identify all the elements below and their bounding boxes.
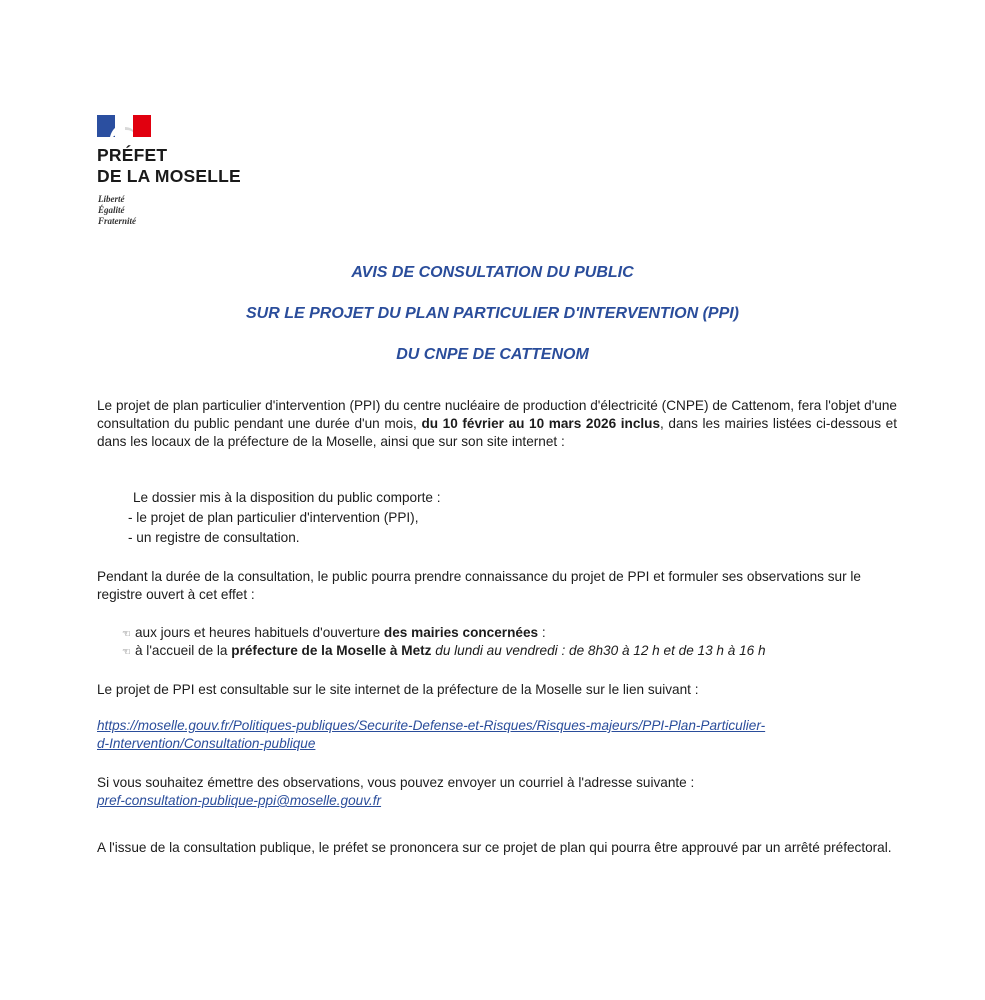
marianne-flag-logo <box>97 115 151 137</box>
motto-liberte: Liberté <box>98 194 125 204</box>
dossier-item-ppi: - le projet de plan particulier d'intervention (PPI), <box>128 510 419 525</box>
ppi-url-line2[interactable]: d-Intervention/Consultation-publique <box>97 736 316 751</box>
org-name-line1: PRÉFET <box>97 145 168 165</box>
bullet-prefecture <box>122 642 766 662</box>
email-paragraph: Si vous souhaitez émettre des observations, vous pouvez envoyer un courriel à l'adresse suivante : <box>97 775 695 790</box>
bullet-mairies <box>122 624 546 644</box>
bullet-prefecture-text: à l'accueil de la <box>134 643 232 658</box>
bullet-prefecture-hours: du lundi au vendredi : de 8h30 à 12 h et de 13 h à 16 h <box>431 643 766 658</box>
intro-text-start: Le projet de plan particulier d'intervention (PPI) du centre nucléaire de production d'électricité (CNPE) de Cattenom, fera l'objet d'une consultation du public pendant une durée d'un mois, <box>97 398 897 431</box>
pointing-hand-icon: ☜ <box>122 647 131 658</box>
online-paragraph: Le projet de PPI est consultable sur le site internet de la préfecture de la Moselle sur le lien suivant : <box>97 682 699 697</box>
motto-fraternite: Fraternité <box>98 216 137 226</box>
bullet-mairies-bold: des mairies concernées <box>383 625 539 640</box>
org-name <box>97 145 241 187</box>
org-name-line2: DE LA MOSELLE <box>97 166 241 186</box>
intro-paragraph <box>97 397 897 451</box>
dossier-item-registre: - un registre de consultation. <box>128 530 300 545</box>
pointing-hand-icon: ☜ <box>122 629 131 640</box>
ppi-url-line1[interactable]: https://moselle.gouv.fr/Politiques-publiques/Securite-Defense-et-Risques/Risques-majeurs/PPI-Plan-Particulier- <box>97 718 766 733</box>
email-link[interactable]: pref-consultation-publique-ppi@moselle.gouv.fr <box>97 793 382 808</box>
title-line-1: AVIS DE CONSULTATION DU PUBLIC <box>351 264 634 281</box>
bullet-prefecture-bold: préfecture de la Moselle à Metz <box>231 643 432 658</box>
motto-egalite: Égalité <box>98 205 125 215</box>
ppi-url-link[interactable] <box>97 717 897 753</box>
consultation-paragraph: Pendant la durée de la consultation, le public pourra prendre connaissance du projet de PPI et formuler ses observations sur le registre ouvert à cet effet : <box>97 569 861 602</box>
intro-dates: du 10 février au 10 mars 2026 inclus <box>421 416 661 431</box>
title-line-2: SUR LE PROJET DU PLAN PARTICULIER D'INTERVENTION (PPI) <box>245 305 740 322</box>
bullet-mairies-text: aux jours et heures habituels d'ouverture <box>134 625 384 640</box>
intro-text-end: , dans les mairies listées ci-dessous et dans les locaux de la préfecture de la Moselle, ainsi que sur son site internet : <box>97 416 897 449</box>
republic-motto <box>98 194 136 227</box>
closing-paragraph: A l'issue de la consultation publique, le préfet se prononcera sur ce projet de plan qui pourra être approuvé par un arrêté préfectoral. <box>97 840 892 855</box>
dossier-heading: Le dossier mis à la disposition du public comporte : <box>133 490 441 505</box>
bullet-mairies-colon: : <box>538 625 546 640</box>
title-line-3: DU CNPE DE CATTENOM <box>396 346 589 363</box>
